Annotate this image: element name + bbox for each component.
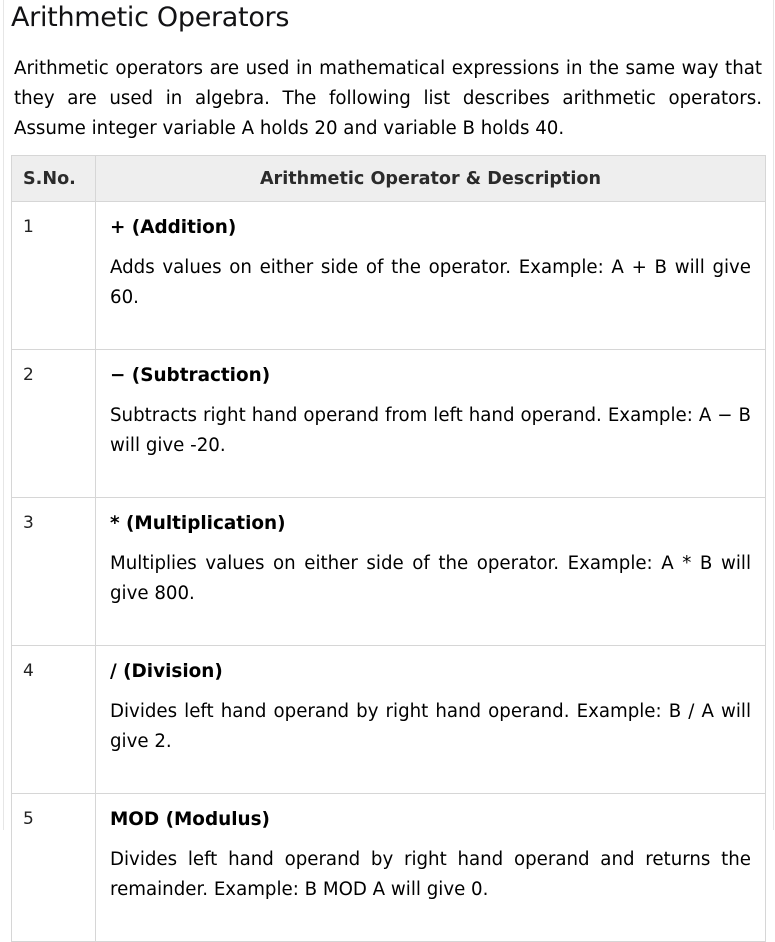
- operator-text: Adds values on either side of the operator. Example: A + B will give 60.: [110, 257, 751, 308]
- row-description: [96, 646, 766, 794]
- table-row: [12, 202, 766, 350]
- table-row: [12, 498, 766, 646]
- row-sno: 2: [12, 350, 96, 498]
- row-description: [96, 794, 766, 942]
- content-left-border: [3, 0, 4, 830]
- row-sno: 3: [12, 498, 96, 646]
- operators-table: [11, 155, 766, 942]
- intro-paragraph: Arithmetic operators are used in mathematical expressions in the same way that they are used in algebra. The following list describes arithmetic operators. Assume integer variable A holds 20 and variable B holds 40.: [14, 58, 762, 139]
- table-row: [12, 350, 766, 498]
- operator-text: Subtracts right hand operand from left hand operand. Example: A − B will give -20.: [110, 405, 751, 456]
- operator-text: Multiplies values on either side of the operator. Example: A * B will give 800.: [110, 553, 751, 604]
- content-right-border: [773, 0, 774, 830]
- header-sno: S.No.: [12, 156, 96, 202]
- table-row: [12, 646, 766, 794]
- row-description: [96, 202, 766, 350]
- operator-name: * (Multiplication): [110, 513, 286, 534]
- operator-text: Divides left hand operand by right hand operand. Example: B / A will give 2.: [110, 701, 751, 752]
- table-header-row: [12, 156, 766, 202]
- operator-text: Divides left hand operand by right hand operand and returns the remainder. Example: B MOD A will give 0.: [110, 849, 751, 900]
- operator-name: − (Subtraction): [110, 365, 271, 386]
- row-description: [96, 350, 766, 498]
- row-description: [96, 498, 766, 646]
- row-sno: 1: [12, 202, 96, 350]
- operator-name: + (Addition): [110, 217, 237, 238]
- page-title: Arithmetic Operators: [11, 2, 290, 33]
- row-sno: 5: [12, 794, 96, 942]
- table-row: [12, 794, 766, 942]
- row-sno: 4: [12, 646, 96, 794]
- operator-name: MOD (Modulus): [110, 809, 270, 830]
- operator-name: / (Division): [110, 661, 223, 682]
- header-description: Arithmetic Operator & Description: [96, 156, 766, 202]
